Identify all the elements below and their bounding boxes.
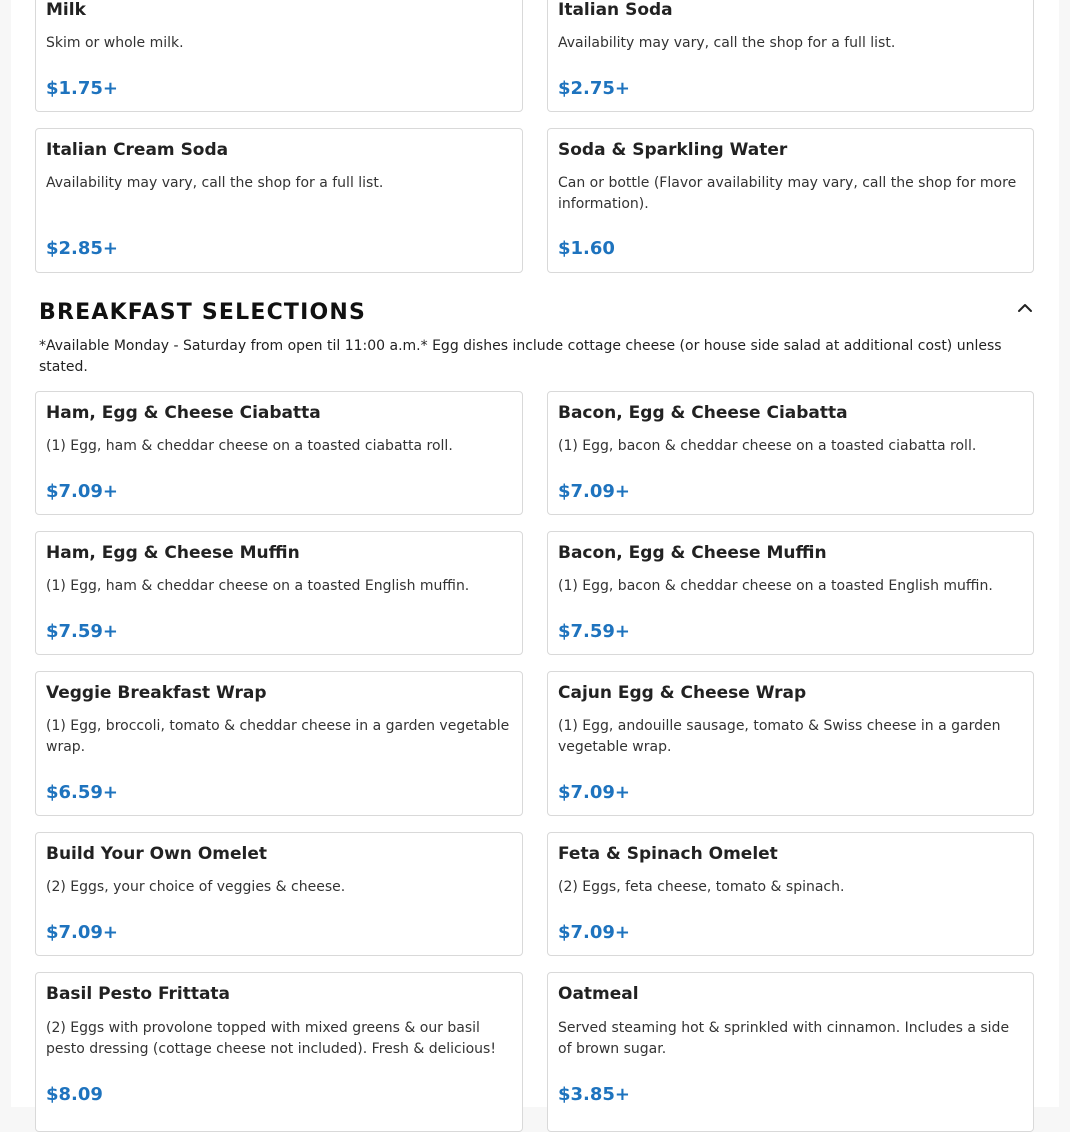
menu-item-name: Build Your Own Omelet bbox=[46, 844, 267, 864]
section-collapse-button[interactable] bbox=[1012, 296, 1038, 318]
menu-item-description: Can or bottle (Flavor availability may vary, call the shop for more information). bbox=[558, 175, 1017, 212]
menu-item-description: (1) Egg, ham & cheddar cheese on a toasted English muffin. bbox=[46, 578, 470, 594]
menu-item-card[interactable] bbox=[547, 0, 1034, 112]
menu-item-card[interactable] bbox=[35, 972, 523, 1132]
menu-item-card[interactable] bbox=[547, 391, 1034, 515]
menu-item-price: $3.85+ bbox=[558, 1084, 631, 1105]
menu-item-name: Ham, Egg & Cheese Ciabatta bbox=[46, 403, 321, 423]
menu-item-name: Italian Cream Soda bbox=[46, 140, 229, 160]
menu-item-description: (1) Egg, bacon & cheddar cheese on a toasted ciabatta roll. bbox=[558, 438, 977, 454]
menu-item-price: $7.09+ bbox=[558, 782, 631, 803]
menu-item-name: Oatmeal bbox=[558, 984, 639, 1004]
menu-item-card[interactable] bbox=[35, 391, 523, 515]
menu-item-price: $7.09+ bbox=[46, 481, 119, 502]
section-note: *Available Monday - Saturday from open til 11:00 a.m.* Egg dishes include cottage cheese (or house side salad at additional cost) unless stated. bbox=[39, 338, 1002, 375]
menu-item-description: Skim or whole milk. bbox=[46, 35, 184, 51]
menu-item-description: (2) Eggs with provolone topped with mixed greens & our basil pesto dressing (cottage cheese not included). Fresh & delicious! bbox=[46, 1020, 496, 1057]
chevron-up-icon bbox=[1012, 296, 1038, 318]
menu-item-price: $2.85+ bbox=[46, 238, 119, 259]
menu-item-price: $7.09+ bbox=[558, 481, 631, 502]
menu-item-description: Availability may vary, call the shop for a full list. bbox=[46, 175, 384, 191]
menu-item-card[interactable] bbox=[547, 972, 1034, 1132]
menu-item-description: Served steaming hot & sprinkled with cinnamon. Includes a side of brown sugar. bbox=[558, 1020, 1010, 1057]
menu-item-price: $1.75+ bbox=[46, 78, 119, 99]
menu-item-card[interactable] bbox=[35, 128, 523, 273]
menu-item-card[interactable] bbox=[35, 531, 523, 655]
menu-item-description: (2) Eggs, your choice of veggies & cheese. bbox=[46, 879, 346, 895]
menu-item-price: $7.59+ bbox=[46, 621, 119, 642]
menu-item-description: Availability may vary, call the shop for a full list. bbox=[558, 35, 896, 51]
menu-item-price: $6.59+ bbox=[46, 782, 119, 803]
menu-item-card[interactable] bbox=[35, 671, 523, 816]
menu-item-name: Cajun Egg & Cheese Wrap bbox=[558, 683, 807, 703]
menu-item-card[interactable] bbox=[547, 671, 1034, 816]
menu-item-price: $7.59+ bbox=[558, 621, 631, 642]
menu-item-description: (1) Egg, broccoli, tomato & cheddar cheese in a garden vegetable wrap. bbox=[46, 718, 510, 755]
menu-item-name: Veggie Breakfast Wrap bbox=[46, 683, 267, 703]
menu-item-name: Ham, Egg & Cheese Muffin bbox=[46, 543, 300, 563]
menu-item-name: Feta & Spinach Omelet bbox=[558, 844, 778, 864]
menu-item-price: $2.75+ bbox=[558, 78, 631, 99]
menu-item-name: Milk bbox=[46, 0, 86, 20]
menu-item-name: Italian Soda bbox=[558, 0, 673, 20]
menu-item-description: (2) Eggs, feta cheese, tomato & spinach. bbox=[558, 879, 845, 895]
menu-item-price: $1.60 bbox=[558, 238, 615, 259]
menu-item-name: Bacon, Egg & Cheese Muffin bbox=[558, 543, 827, 563]
menu-item-description: (1) Egg, ham & cheddar cheese on a toasted ciabatta roll. bbox=[46, 438, 453, 454]
menu-item-name: Bacon, Egg & Cheese Ciabatta bbox=[558, 403, 848, 423]
menu-item-price: $8.09 bbox=[46, 1084, 103, 1105]
menu-item-card[interactable] bbox=[35, 832, 523, 956]
menu-item-card[interactable] bbox=[547, 531, 1034, 655]
menu-item-price: $7.09+ bbox=[558, 922, 631, 943]
menu-item-card[interactable] bbox=[35, 0, 523, 112]
menu-item-name: Soda & Sparkling Water bbox=[558, 140, 788, 160]
menu-item-card[interactable] bbox=[547, 832, 1034, 956]
menu-item-price: $7.09+ bbox=[46, 922, 119, 943]
section-title: BREAKFAST SELECTIONS bbox=[39, 300, 367, 325]
menu-item-description: (1) Egg, andouille sausage, tomato & Swiss cheese in a garden vegetable wrap. bbox=[558, 718, 1001, 755]
menu-item-card[interactable] bbox=[547, 128, 1034, 273]
menu-item-description: (1) Egg, bacon & cheddar cheese on a toasted English muffin. bbox=[558, 578, 993, 594]
menu-item-name: Basil Pesto Frittata bbox=[46, 984, 231, 1004]
